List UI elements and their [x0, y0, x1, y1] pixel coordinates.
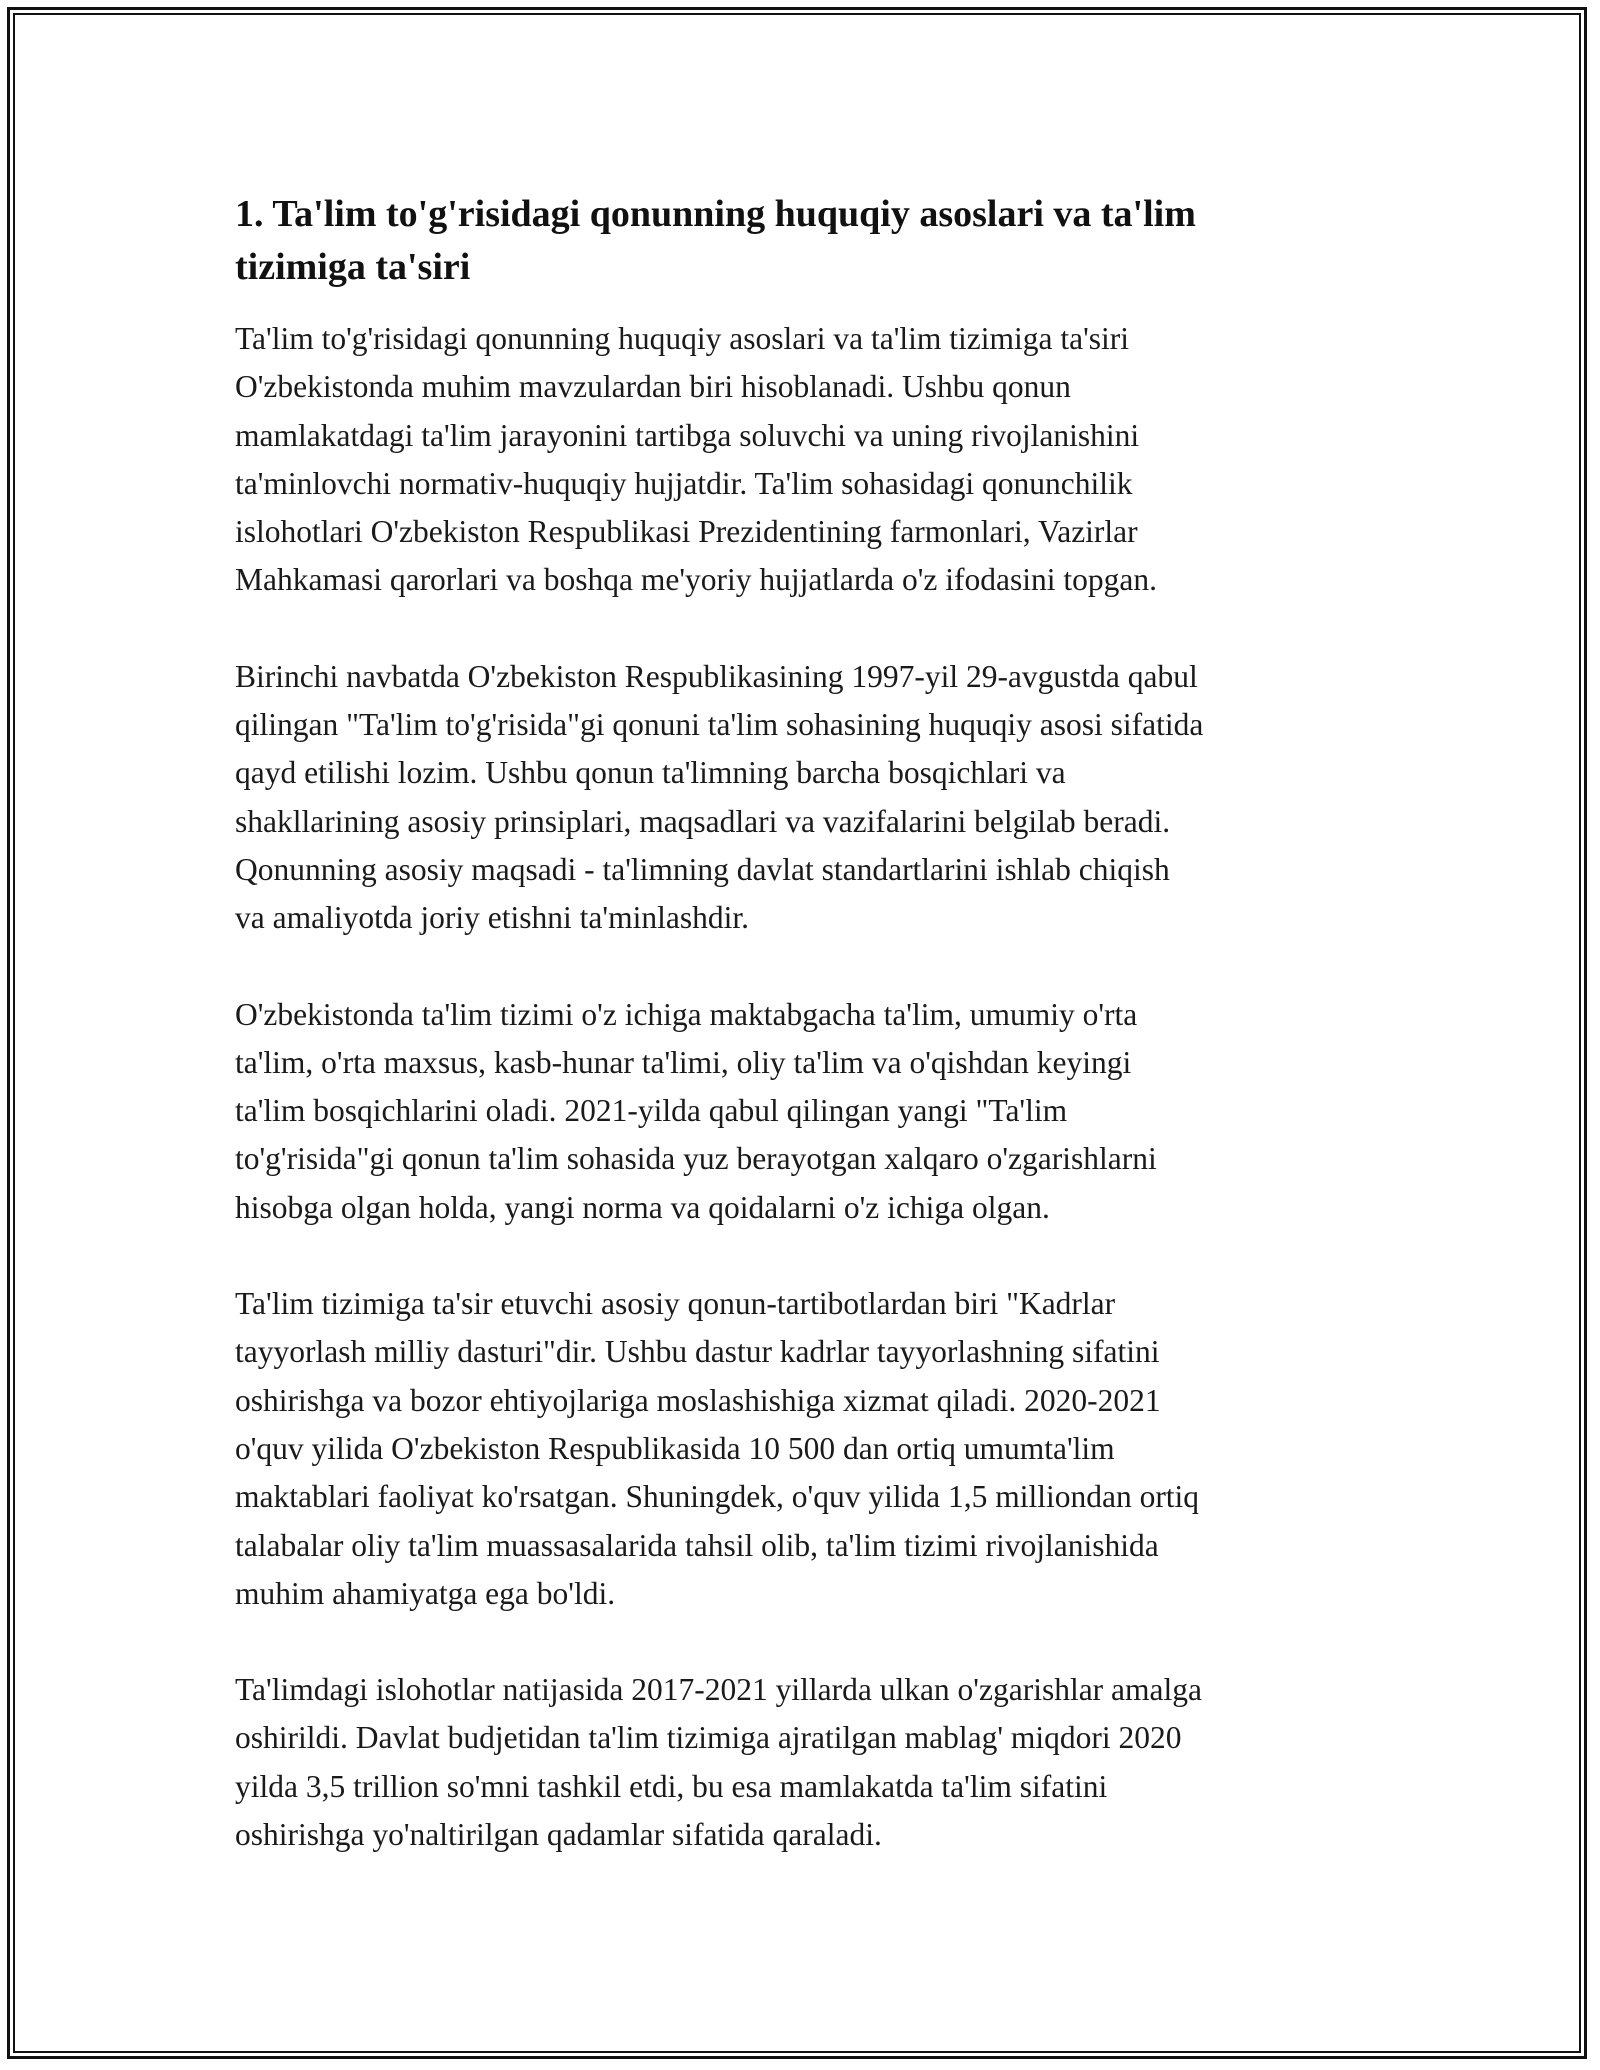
paragraph-4: Ta'lim tizimiga ta'sir etuvchi asosiy qonun-tartibotlardan biri "Kadrlar tayyorlash milliy dasturi"dir. Ushbu dastur kadrlar tayyorlashning sifatini oshirishga va bozor ehtiyojlariga moslashishiga xizmat qiladi. 2020-2021 o'quv yilida O'zbekiston Respublikasida 10 500 dan ortiq umumta'lim maktablari faoliyat ko'rsatgan. Shuningdek, o'quv yilida 1,5 milliondan ortiq talabalar oliy ta'lim muassasalarida tahsil olib, ta'lim tizimi rivojlanishida muhim ahamiyatga ega bo'ldi.: [235, 1286, 1200, 1611]
paragraph-3: O'zbekistonda ta'lim tizimi o'z ichiga maktabgacha ta'lim, umumiy o'rta ta'lim, o'rta maxsus, kasb-hunar ta'limi, oliy ta'lim va o'qishdan keyingi ta'lim bosqichlarini oladi. 2021-yilda qabul qilingan yangi "Ta'lim to'g'risida"gi qonun ta'lim sohasida yuz berayotgan xalqaro o'zgarishlarni hisobga olgan holda, yangi norma va qoidalarni o'z ichiga olgan.: [235, 996, 1157, 1225]
paragraph-2: Birinchi navbatda O'zbekiston Respublikasining 1997-yil 29-avgustda qabul qilingan "Ta'lim to'g'risida"gi qonuni ta'lim sohasining huquqiy asosi sifatida qayd etilishi lozim. Ushbu qonun ta'limning barcha bosqichlari va shakllarining asosiy prinsiplari, maqsadlari va vazifalarini belgilab beradi. Qonunning asosiy maqsadi - ta'limning davlat standartlarini ishlab chiqish va amaliyotda joriy etishni ta'minlashdir.: [235, 658, 1204, 936]
document-body: [235, 188, 1370, 1907]
paragraph-5: Ta'limdagi islohotlar natijasida 2017-2021 yillarda ulkan o'zgarishlar amalga oshirildi. Davlat budjetidan ta'lim tizimiga ajratilgan mablag' miqdori 2020 yilda 3,5 trillion so'mni tashkil etdi, bu esa mamlakatda ta'lim sifatini oshirishga yo'naltirilgan qadamlar sifatida qaraladi.: [235, 1672, 1202, 1853]
section-heading: 1. Ta'lim to'g'risidagi qonunning huquqiy asoslari va ta'lim tizimiga ta'siri: [235, 193, 1196, 288]
paragraph-1: Ta'lim to'g'risidagi qonunning huquqiy asoslari va ta'lim tizimiga ta'siri O'zbekistonda muhim mavzulardan biri hisoblanadi. Ushbu qonun mamlakatdagi ta'lim jarayonini tartibga soluvchi va uning rivojlanishini ta'minlovchi normativ-huquqiy hujjatdir. Ta'lim sohasidagi qonunchilik islohotlari O'zbekiston Respublikasi Prezidentining farmonlari, Vazirlar Mahkamasi qarorlari va boshqa me'yoriy hujjatlarda o'z ifodasini topgan.: [235, 321, 1157, 598]
